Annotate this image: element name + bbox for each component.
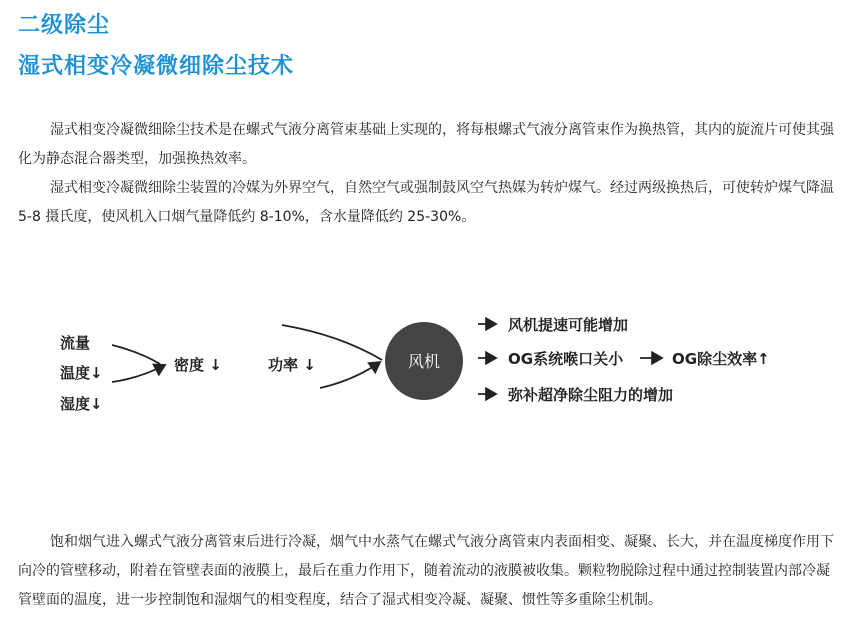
curve-lower-left (112, 365, 165, 382)
page-title: 湿式相变冷凝微细除尘技术 (18, 54, 295, 79)
output-2b: OG除尘效率↑ (672, 350, 770, 368)
paragraph-3: 饱和烟气进入螺式气液分离管束后进行冷凝，烟气中水蒸气在螺式气液分离管束内表面相变、凝聚、长大，并在温度梯度作用下向冷的管壁移动，附着在管壁表面的液膜上，最后在重力作用下，随着流动的液膜被收集。颗粒物脱除过程中通过控制装置内部冷凝管壁面的温度，进一步控制饱和湿烟气的相变程度，结合了湿式相变冷凝、凝聚、惯性等多重除尘机制。 (18, 534, 834, 608)
output-2: OG系统喉口关小 (508, 350, 624, 368)
process-diagram (0, 290, 851, 430)
paragraph-1: 湿式相变冷凝微细除尘技术是在螺式气液分离管束基础上实现的，将每根螺式气液分离管束作为换热管，其内的旋流片可使其强化为静态混合器类型，加强换热效率。 (18, 122, 834, 167)
power-label: 功率 ↓ (268, 356, 316, 374)
output-1: 风机提速可能增加 (508, 316, 629, 334)
paragraph-2: 湿式相变冷凝微细除尘装置的冷媒为外界空气，自然空气或强制鼓风空气热媒为转炉煤气。经过两级换热后，可使转炉煤气降温 5-8 摄氏度，使风机入口烟气量降低约 8-10%，含水量降低约 25-30%。 (18, 180, 834, 225)
section-heading: 二级除尘 (18, 13, 111, 38)
input-humidity: 湿度↓ (60, 395, 103, 413)
curve-upper-right (282, 325, 382, 360)
density-label: 密度 ↓ (174, 356, 222, 374)
curve-lower-right (320, 362, 380, 388)
fan-label: 风机 (407, 352, 441, 371)
curve-upper-left (112, 345, 160, 364)
input-flow: 流量 (60, 334, 91, 352)
input-temperature: 温度↓ (60, 364, 103, 382)
output-3: 弥补超净除尘阻力的增加 (508, 386, 674, 404)
